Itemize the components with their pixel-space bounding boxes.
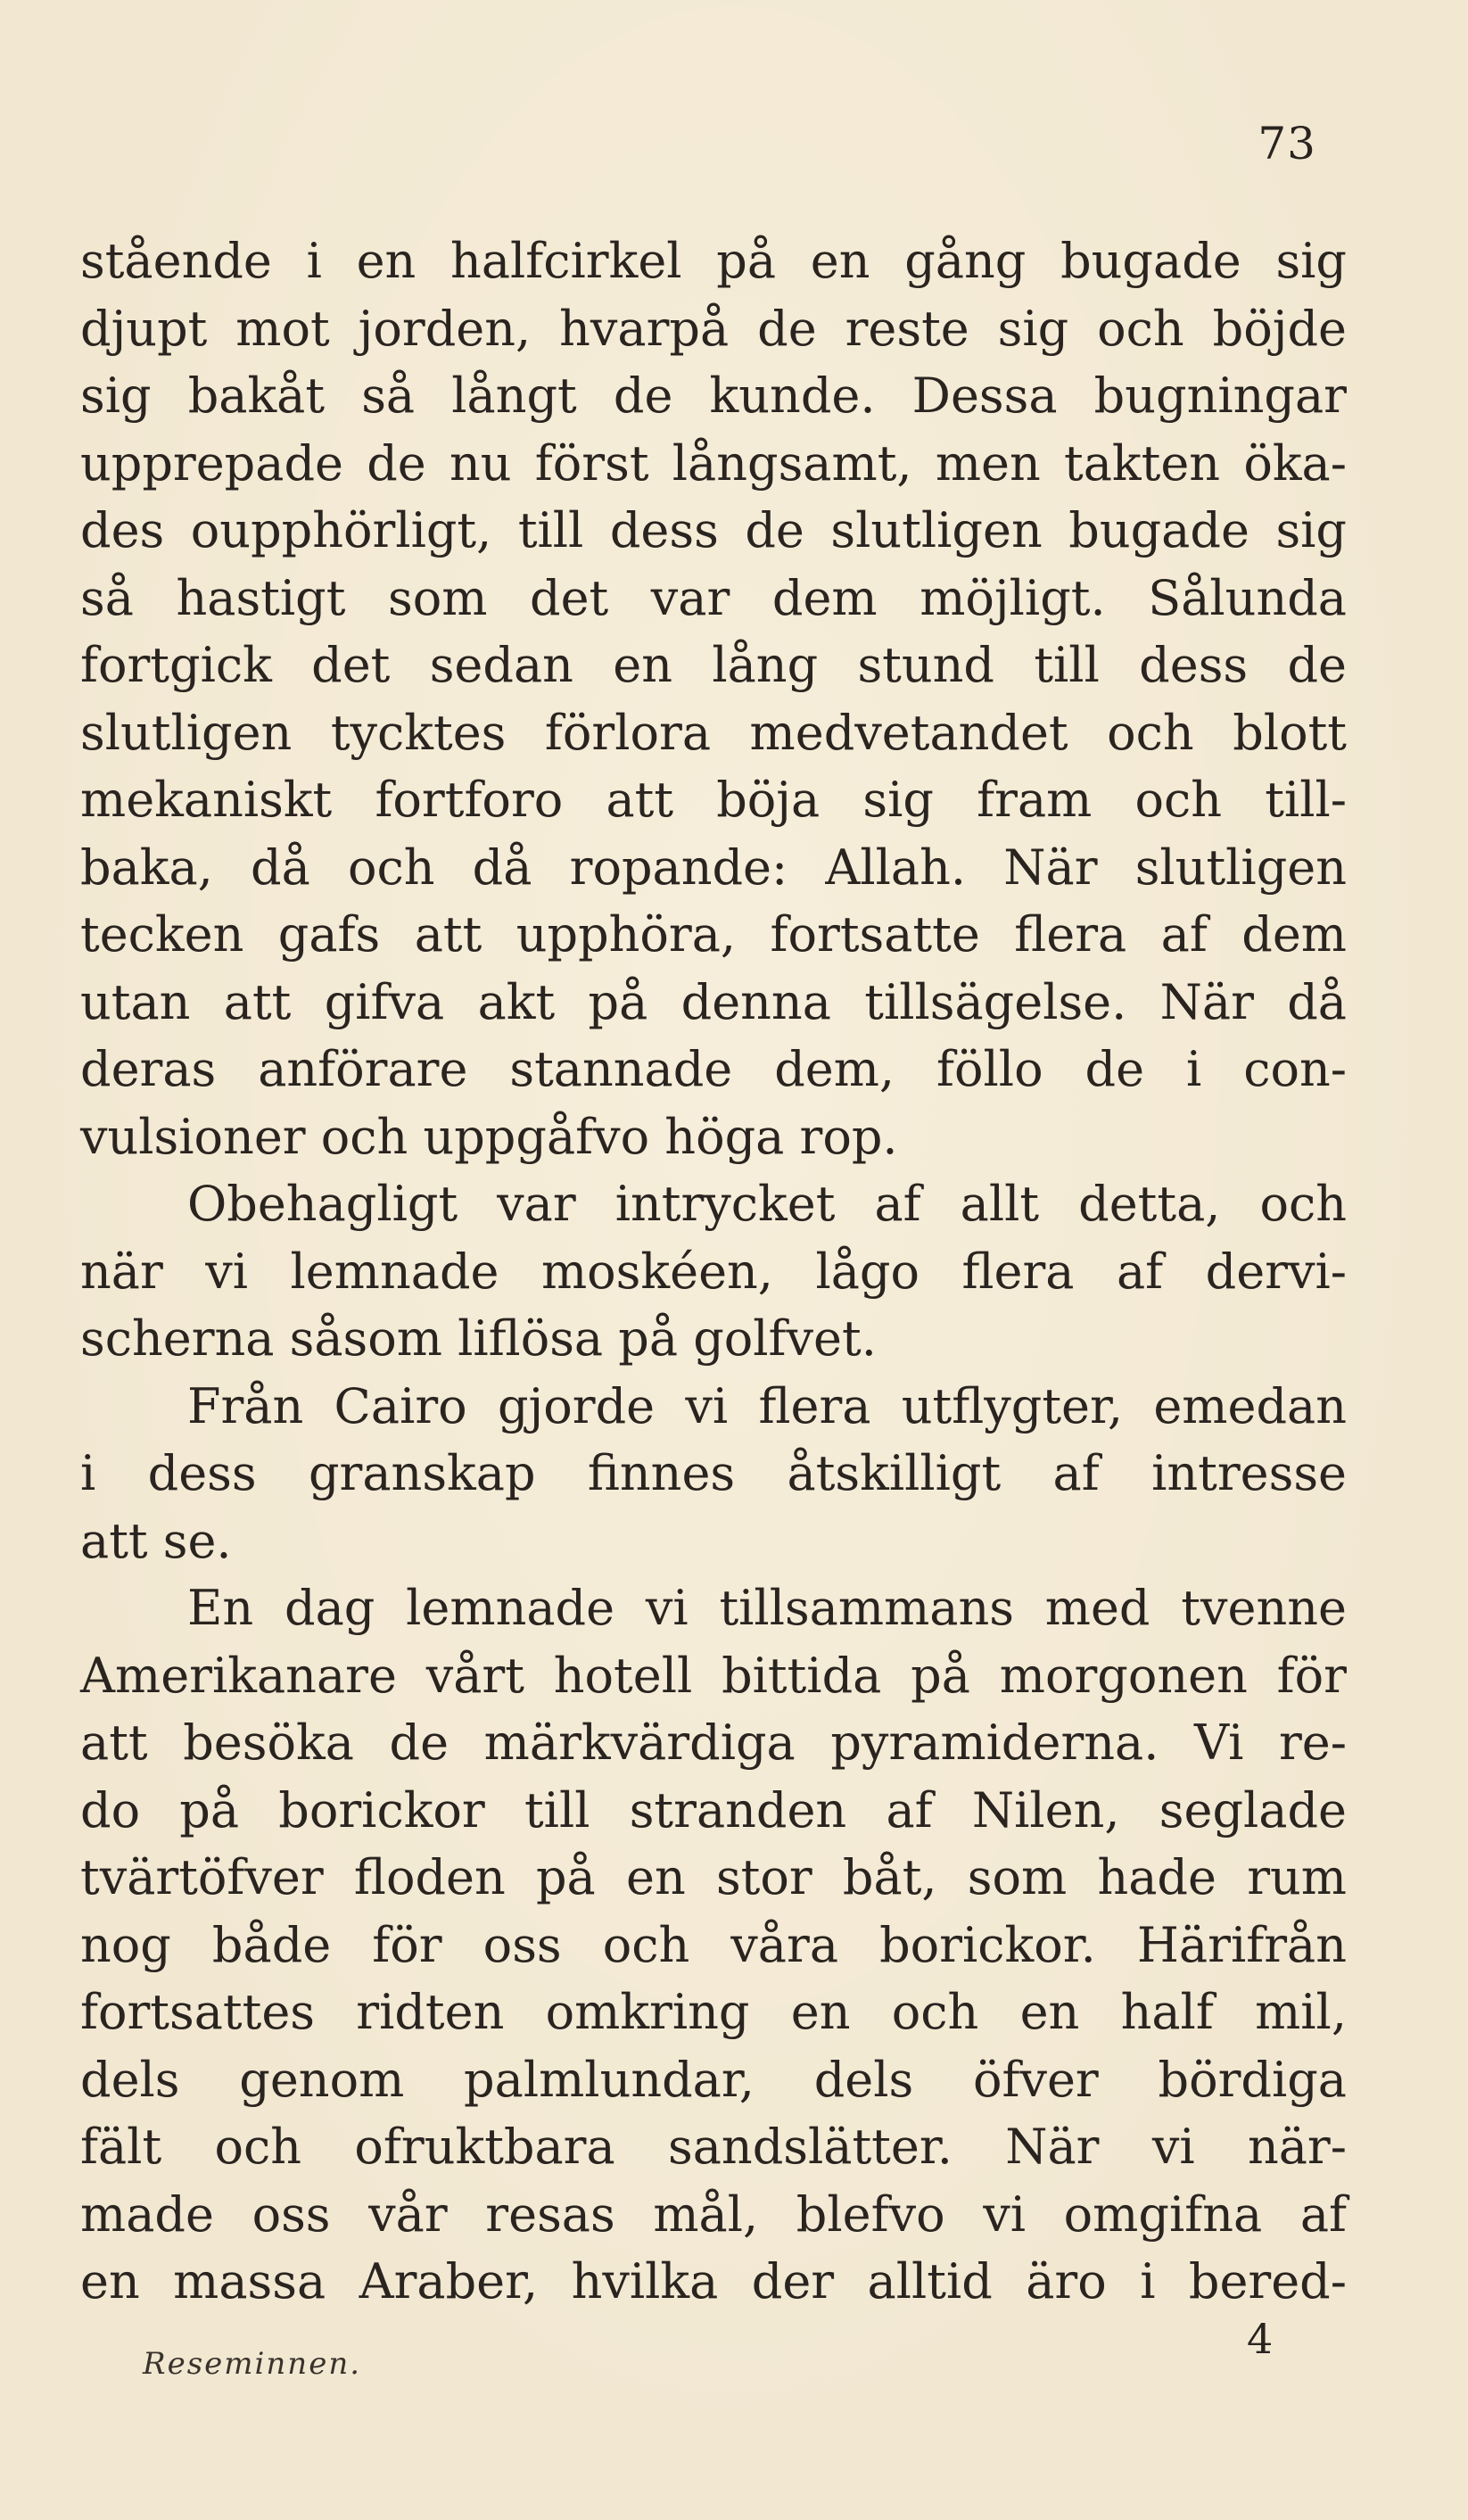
footer-sheet-number: 4 — [1247, 2315, 1274, 2363]
text-line: i dess granskap finnes åtskilligt af intresse — [80, 1445, 1347, 1501]
text-line: do på borickor till stranden af Nilen, seglade — [80, 1781, 1347, 1838]
text-line: tecken gafs att upphöra, fortsatte flera af dem — [80, 906, 1347, 963]
text-line: stående i en halfcirkel på en gång bugade sig — [80, 233, 1347, 289]
text-line: made oss vår resas mål, blefvo vi omgifna af — [80, 2185, 1347, 2243]
text-line: upprepade de nu först långsamt, men takten öka- — [80, 434, 1347, 492]
text-line: Amerikanare vårt hotell bittida på morgonen för — [80, 1647, 1347, 1704]
text-line: dels genom palmlundar, dels öfver bördiga — [80, 2051, 1347, 2108]
text-line: en massa Araber, hvilka der alltid äro i bered- — [80, 2253, 1347, 2309]
text-line: En dag lemnade vi tillsammans med tvenne — [187, 1580, 1347, 1636]
text-line: sig bakåt så långt de kunde. Dessa bugningar — [80, 368, 1347, 424]
text-line: fält och ofruktbara sandslätter. När vi när- — [80, 2119, 1347, 2175]
text-line: djupt mot jorden, hvarpå de reste sig och böjde — [80, 300, 1347, 357]
text-line: deras anförare stannade dem, föllo de i con- — [80, 1041, 1347, 1097]
text-line: vulsioner och uppgåfvo höga rop. — [80, 1108, 898, 1165]
text-line: des oupphörligt, till dess de slutligen bugade sig — [80, 502, 1347, 558]
text-line: tvärtöfver floden på en stor båt, som hade rum — [80, 1849, 1347, 1905]
text-line: mekaniskt fortforo att böja sig fram och till- — [80, 772, 1347, 828]
footer-signature: Reseminnen. — [143, 2346, 362, 2382]
text-line: Obehagligt var intrycket af allt detta, och — [187, 1176, 1347, 1232]
text-line: nog både för oss och våra borickor. Härifrån — [80, 1916, 1347, 1973]
body-text — [80, 227, 1347, 2316]
text-line: att besöka de märkvärdiga pyramiderna. Vi re- — [80, 1714, 1347, 1771]
text-line: att se. — [80, 1512, 232, 1569]
text-line: fortsattes ridten omkring en och en half mil, — [80, 1984, 1347, 2040]
text-line: Från Cairo gjorde vi flera utflygter, emedan — [187, 1377, 1347, 1434]
text-line: baka, då och då ropande: Allah. När slutligen — [80, 839, 1347, 896]
text-line: när vi lemnade moskéen, lågo flera af dervi- — [80, 1243, 1347, 1300]
page-number: 73 — [1258, 118, 1316, 169]
text-line: utan att gifva akt på denna tillsägelse. När då — [80, 973, 1347, 1030]
text-line: så hastigt som det var dem möjligt. Sålunda — [80, 569, 1347, 626]
text-line: slutligen tycktes förlora medvetandet och blott — [80, 704, 1347, 761]
text-line: scherna såsom liflösa på golfvet. — [80, 1310, 877, 1367]
text-line: fortgick det sedan en lång stund till dess de — [80, 637, 1347, 693]
